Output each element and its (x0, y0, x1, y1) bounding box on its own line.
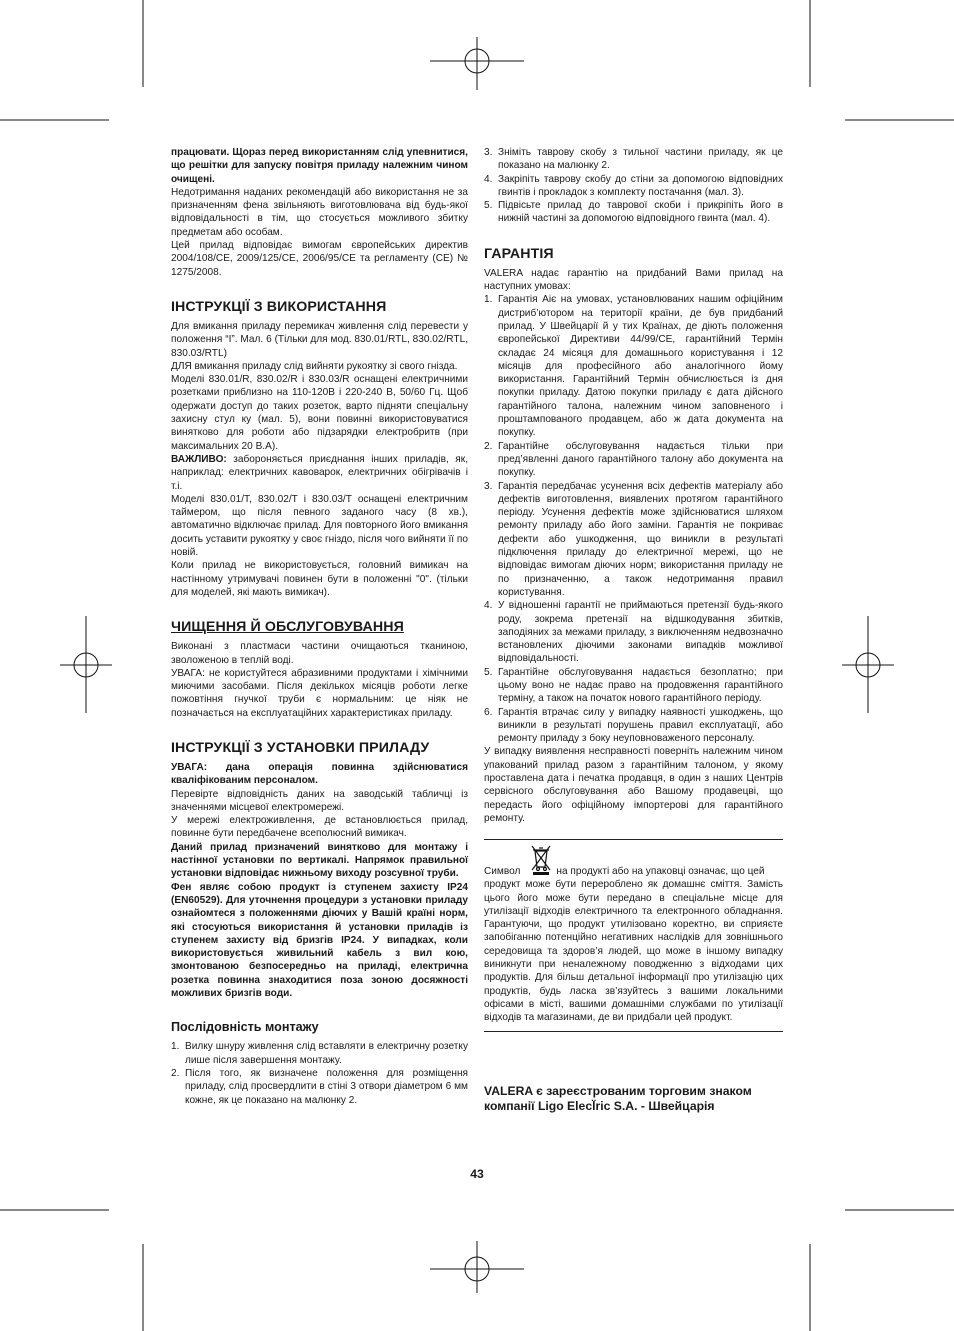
registration-mark-top (430, 37, 524, 90)
left-column (171, 146, 468, 1107)
usage-paragraph: ДЛЯ вмикання приладу слід вийняти рукоятку зі свого гнізда. (171, 360, 458, 372)
recycle-notice-line (484, 844, 783, 878)
registration-mark-right (842, 616, 894, 713)
list-item: 4. Закріпіть таврову скобу до стіни за допомогою відповідних гвинтів і прокладок з комплекту постачання (мал. 3). (484, 173, 783, 198)
important-text: забороняється приєднання інших приладів, як, наприклад: електричних кавоварок, електричних обігрівачів і т.і. (171, 453, 468, 492)
usage-paragraph: Коли прилад не використовується, головний вимикач на настінному утримувачі повинен бути в положенні "0". (тільки для моделей, які мають вимикач). (171, 560, 468, 598)
intro-bold-lead: працювати. Щораз перед використанням слід упевнитися, що решітки для запуску повітря приладу належним чином очищені. (171, 147, 468, 185)
right-column (484, 146, 783, 1115)
list-item: 1. Вилку шнуру живлення слід вставляти в електричну розетку лише після завершення монтажу. (171, 1041, 468, 1066)
brand-line: компанії Ligo Elecl̈ric S.A. - Швейцарія (484, 1099, 715, 1114)
warranty-list (484, 293, 783, 745)
install-paragraph: У мережі електроживлення, де встановлюється прилад, повинне бути передбачене всеполюсний вимикач. (171, 815, 468, 840)
intro-paragraph: Цей прилад відповідає вимогам європейських директив 2004/108/CE, 2009/125/CE, 2006/95/CE та регламенту (CE) № 1275/2008. (171, 240, 468, 278)
brand-line: VALERA є зареєстрованим торговим знаком (484, 1083, 752, 1098)
mount-steps-list (171, 1040, 468, 1106)
recycle-text-inline: на продукті або на упаковці означає, що цей (556, 865, 765, 877)
mount-steps-continued (484, 146, 783, 226)
list-item: 5. Підвісьте прилад до таврової скоби і прикріпіть його в нижній частині за допомогою відповідного гвинта (мал. 4). (484, 200, 783, 225)
important-label: ВАЖЛИВО: (171, 453, 227, 465)
install-heading: ІНСТРУКЦІЇ З УСТАНОВКИ ПРИЛАДУ (171, 739, 430, 756)
cleaning-paragraph: УВАГА: не користуйтеся абразивними продуктами і хімічними миючими засобами. Після декількох місяців роботи легке пожовтіння гнучкої труби є нормальним: це ніяк не позначається на експлуатаційних характеристиках приладу. (171, 667, 468, 719)
crossed-bin-icon (530, 844, 552, 876)
warranty-heading: ГАРАНТІЯ (484, 245, 554, 262)
install-paragraph: Перевірте відповідність даних на заводській табличці із значеннями місцевої електромережі. (171, 788, 468, 813)
usage-heading: ІНСТРУКЦІЇ З ВИКОРИСТАННЯ (171, 298, 387, 315)
usage-paragraph: Для вмикання приладу перемикач живлення слід перевести у положення “I”. Мал. 6 (Тільки для мод. 830.01/RTL, 830.02/RTL, 830.03/RTL) (171, 320, 468, 359)
install-bold-paragraph: Фен являє собою продукт із ступенем захисту IP24 (EN60529). Для уточнення процедури з установки приладу ознайомтеся з положеннями діючих у Вашій країні норм, які стосуються використання й установки приладів із ступенем захисту від бризгів IP24. У випадках, коли використовується живильний кабель з вил кою, змонтованою безпосередньо на приладі, електрична розетка повинна знаходитися поза зоною досяжності можливих бризгів води. (171, 881, 468, 1000)
install-bold-paragraph: Даний прилад призначений винятково для монтажу і настінної установки по вертикалі. Напрямок правильної установки відповідає нижньому виходу розсувної труби. (171, 841, 468, 880)
warranty-intro: VALERA надає гарантію на придбаний Вами прилад на наступних умовах: (484, 267, 783, 293)
registration-mark-bottom (430, 1241, 524, 1293)
recycle-text: продукт може бути перероблено як домашнє сміття. Замість цього його може бути передано в спеціальне місце для утилізації відходів електричного та електронного обладнання. Гарантуючи, що продукт утилізовано коректно, ви сприяєте запобіганню потенційно негативних наслідків для зовнішнього середовища та здоров’я людей, що може в іншому випадку виникнути при неналежному поводженню з відходами цих продуктів. Для більш детальної інформації про утилізацію цих продуктів, будь ласка зв’язуйтесь з вашими локальними офісами в місті, вашими домашніми службами по утилізації відходів та магазинами, де ви придбали цей продукт. (484, 879, 783, 1024)
list-item: 6. Гарантія втрачає силу у випадку наявності ушкоджень, що виникли в результаті порушень правил експлуатації, або ремонту приладу з боку неуповноваженого персоналу. (484, 706, 783, 745)
important-note (171, 453, 468, 493)
list-item: 5. Гарантійне обслуговування надається безоплатно; при цьому воно не надає право на продовження гарантійного терміну, а також на початок нового гарантійного періоду. (484, 666, 783, 705)
cleaning-paragraph: Виконані з пластмаси частини очищаються тканиною, зволоженою в теплій воді. (171, 641, 468, 666)
registration-mark-left (60, 616, 112, 713)
page-number: 43 (470, 1167, 484, 1181)
list-item: 3. Гарантія передбачає усунення всіх дефектів матеріалу або дефектів виготовлення, виявлених протягом гарантійного періоду. Усунення дефектів може здійснюватися шляхом ремонту приладу або його заміни. Гарантія не покриває дефекти або ушкодження, що виникли в результаті підключення приладу до електричної мережі, що не відповідає вимогам діючих норм; використання приладу не по призначенню, а також недотримання правил користування. (484, 480, 783, 598)
usage-paragraph: Моделі 830.01/T, 830.02/T і 830.03/T оснащені електричним таймером, що після певного заданого часу (8 хв.), автоматично відключає прилад. Для повторного його вмикання досить уставити рукоятку у своє гніздо, після чого вийняти її по новій. (171, 493, 468, 559)
usage-paragraph: Моделі 830.01/R, 830.02/R і 830.03/R оснащені електричними розетками приблизно на 110-120В і 220-240 В, 50/60 Гц. Щоб одержати доступ до таких розеток, варто підняти спеціальну захисну стул ку (мал. 5), вони повинні використовуватися винятково для роботи або підзарядки електробритв (при максимальних 20 В.А). (171, 374, 468, 452)
mount-heading: Послідовність монтажу (171, 1020, 319, 1035)
brand-trademark (484, 1084, 783, 1115)
list-item: 4. У відношенні гарантії не приймаються претензії будь-якого роду, зокрема претензії на відшкодування збитків, заподіяних за межами приладу, з виключенням недвозначно встановлених діючими законами випадків можливої відповідальності. (484, 600, 783, 665)
recycle-label: Символ (484, 865, 521, 877)
list-item: 3. Зніміть таврову скобу з тильної частини приладу, як це показано на малюнку 2. (484, 147, 783, 172)
warranty-outro: У випадку виявлення несправності поверніть належним чином упакований прилад разом з гарантійним талоном, у якому проставлена дата і печатка продавця, в один з наших Центрів сервісного обслуговування або Вашому продавецві, що передасть його офіційному імпортерові для гарантійного ремонту. (484, 746, 783, 824)
list-item: 2. Після того, як визначене положення для розміщення приладу, слід просвердлити в стіні 3 отвори діаметром 6 мм кожне, як це показано на малюнку 2. (171, 1067, 468, 1106)
cleaning-heading: ЧИЩЕННЯ Й ОБСЛУГОВУВАННЯ (171, 619, 404, 636)
install-warning: УВАГА: дана операція повинна здійснюватися кваліфікованим персоналом. (171, 761, 468, 787)
divider (484, 839, 783, 840)
intro-paragraph: Недотримання наданих рекомендацій або використання не за призначенням фена звільняють виготовлювача від будь-якої відповідальності в тім, що стосується можливого збитку предметам або особам. (171, 186, 468, 238)
list-item: 1. Гарантія Aіє на умовах, установлюваних нашим офіційним дистриб’ютором на території країни, де був придбаний прилад. У Швейцарії й у тих Країнах, де діють положення європейської Директиви 44/99/CE, гарантійний Термін складає 24 місяця для домашнього користування і 12 місяців для професійного або аналогічного йому використання. Гарантійний Термін обчислюється із дня покупки приладу. Датою покупки приладу є дата дійсного гарантійного талона, належним чином заповненого і проштампованого продавцем, або ж дата документа на покупку. (484, 294, 783, 439)
list-item: 2. Гарантійне обслуговування надається тільки при пред’явленні даного гарантійного талону або документа на покупку. (484, 440, 783, 479)
